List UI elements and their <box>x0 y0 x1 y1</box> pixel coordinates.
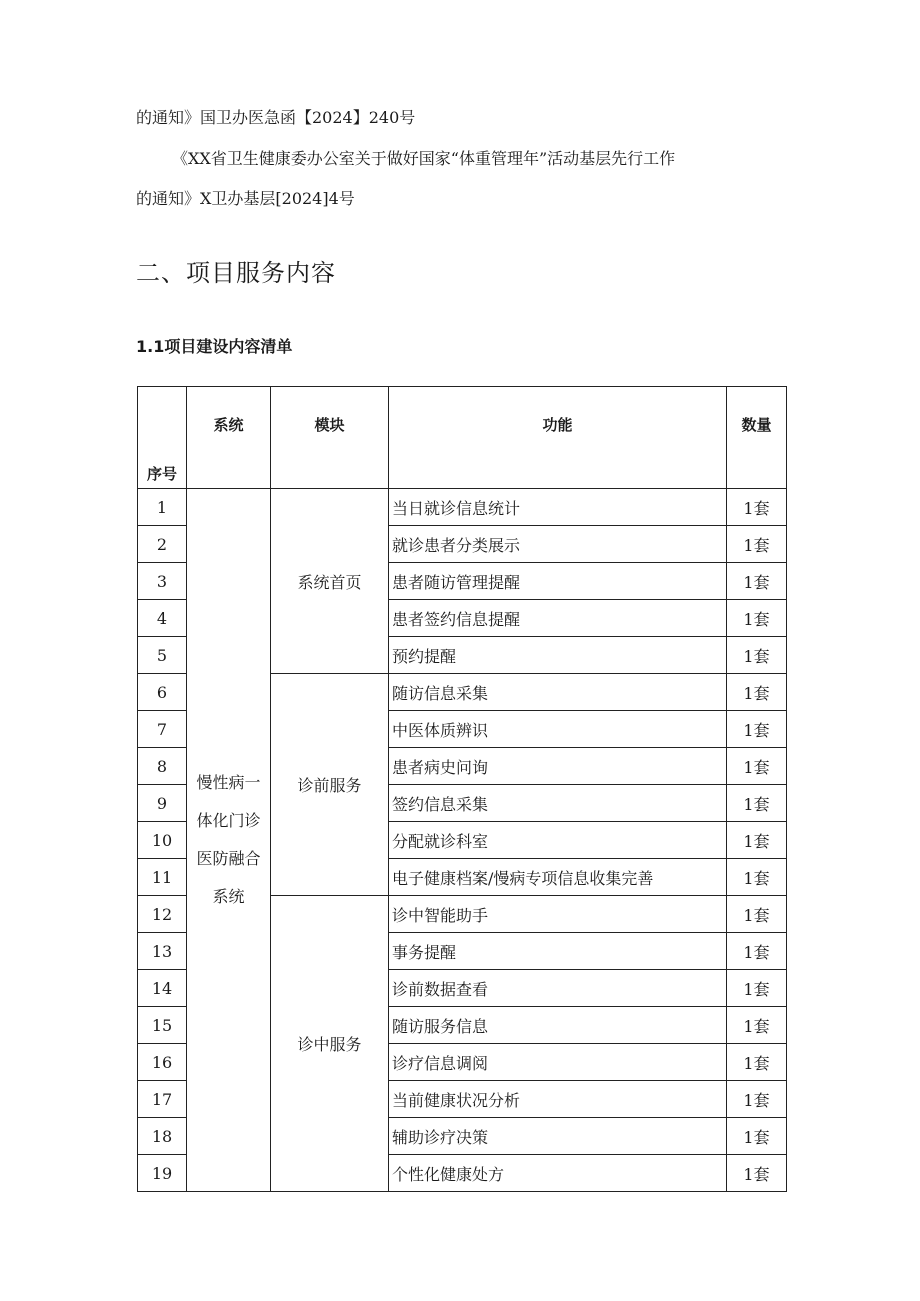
row-seq: 17 <box>138 1081 187 1118</box>
system-name-cell <box>187 489 271 1192</box>
row-function: 事务提醒 <box>389 933 727 970</box>
reference-line-1: 的通知》国卫办医急函【2024】240号 <box>136 108 416 127</box>
header-system: 系统 <box>187 387 271 489</box>
row-quantity: 1套 <box>727 1118 787 1155</box>
row-seq: 18 <box>138 1118 187 1155</box>
row-quantity: 1套 <box>727 970 787 1007</box>
row-function: 患者签约信息提醒 <box>389 600 727 637</box>
header-module: 模块 <box>271 387 389 489</box>
table-body <box>138 489 787 1192</box>
row-function: 就诊患者分类展示 <box>389 526 727 563</box>
row-quantity: 1套 <box>727 1081 787 1118</box>
row-function: 当日就诊信息统计 <box>389 489 727 526</box>
row-function: 电子健康档案/慢病专项信息收集完善 <box>389 859 727 896</box>
header-quantity: 数量 <box>727 387 787 489</box>
system-name-line: 慢性病一 <box>196 773 261 792</box>
row-quantity: 1套 <box>727 1044 787 1081</box>
row-quantity: 1套 <box>727 600 787 637</box>
module-cell: 系统首页 <box>271 489 389 674</box>
row-quantity: 1套 <box>727 563 787 600</box>
row-function: 诊疗信息调阅 <box>389 1044 727 1081</box>
row-seq: 13 <box>138 933 187 970</box>
project-content-table <box>137 386 787 1192</box>
row-quantity: 1套 <box>727 674 787 711</box>
row-quantity: 1套 <box>727 859 787 896</box>
reference-line-2: 《XX省卫生健康委办公室关于做好国家“体重管理年”活动基层先行工作 <box>172 149 676 168</box>
row-seq: 19 <box>138 1155 187 1192</box>
row-function: 个性化健康处方 <box>389 1155 727 1192</box>
row-quantity: 1套 <box>727 748 787 785</box>
row-seq: 12 <box>138 896 187 933</box>
row-seq: 1 <box>138 489 187 526</box>
row-function: 患者随访管理提醒 <box>389 563 727 600</box>
row-seq: 4 <box>138 600 187 637</box>
row-quantity: 1套 <box>727 896 787 933</box>
header-seq: 序号 <box>138 387 187 489</box>
row-seq: 2 <box>138 526 187 563</box>
row-function: 诊中智能助手 <box>389 896 727 933</box>
row-seq: 15 <box>138 1007 187 1044</box>
row-seq: 6 <box>138 674 187 711</box>
row-function: 患者病史问询 <box>389 748 727 785</box>
subsection-title: 1.1项目建设内容清单 <box>136 337 293 356</box>
system-name-line: 医防融合 <box>196 849 261 868</box>
row-function: 中医体质辨识 <box>389 711 727 748</box>
row-seq: 11 <box>138 859 187 896</box>
row-seq: 14 <box>138 970 187 1007</box>
section-title: 二、项目服务内容 <box>136 259 336 287</box>
row-quantity: 1套 <box>727 711 787 748</box>
table-row <box>138 489 787 526</box>
row-quantity: 1套 <box>727 1007 787 1044</box>
row-function: 当前健康状况分析 <box>389 1081 727 1118</box>
table-header-row <box>138 387 787 489</box>
system-name-line: 体化门诊 <box>196 811 261 830</box>
row-quantity: 1套 <box>727 489 787 526</box>
row-quantity: 1套 <box>727 637 787 674</box>
module-cell: 诊中服务 <box>271 896 389 1192</box>
row-seq: 3 <box>138 563 187 600</box>
system-name-line: 系统 <box>212 887 245 906</box>
reference-line-3: 的通知》X卫办基层[2024]4号 <box>136 189 355 208</box>
row-quantity: 1套 <box>727 785 787 822</box>
row-seq: 9 <box>138 785 187 822</box>
row-function: 辅助诊疗决策 <box>389 1118 727 1155</box>
row-function: 签约信息采集 <box>389 785 727 822</box>
row-function: 诊前数据查看 <box>389 970 727 1007</box>
row-quantity: 1套 <box>727 822 787 859</box>
row-seq: 10 <box>138 822 187 859</box>
row-quantity: 1套 <box>727 526 787 563</box>
row-seq: 16 <box>138 1044 187 1081</box>
row-function: 随访信息采集 <box>389 674 727 711</box>
row-seq: 7 <box>138 711 187 748</box>
module-cell: 诊前服务 <box>271 674 389 896</box>
row-function: 预约提醒 <box>389 637 727 674</box>
row-quantity: 1套 <box>727 933 787 970</box>
row-quantity: 1套 <box>727 1155 787 1192</box>
row-seq: 8 <box>138 748 187 785</box>
row-function: 分配就诊科室 <box>389 822 727 859</box>
row-function: 随访服务信息 <box>389 1007 727 1044</box>
row-seq: 5 <box>138 637 187 674</box>
header-function: 功能 <box>389 387 727 489</box>
